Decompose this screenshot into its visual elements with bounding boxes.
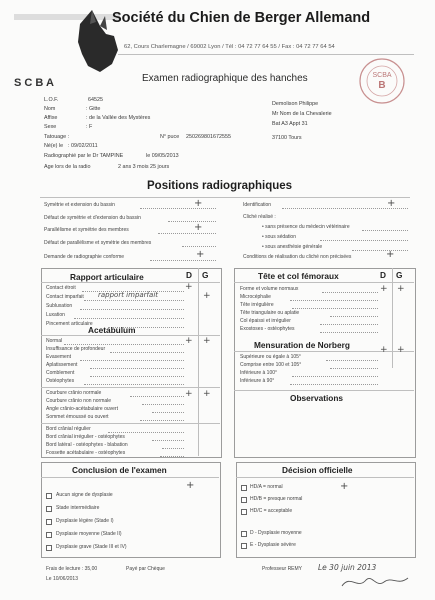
norberg-item: Comprise entre 100 et 105° [240,362,302,368]
puce-value: 250269801672555 [186,134,231,140]
affixe-label: Affixe [44,115,58,121]
decision-item: E - Dysplasie sévère [250,542,296,548]
position-mark: + [386,249,395,260]
conclusion-item: Aucun signe de dysplasie [56,492,113,498]
position-item: Symétrie et extension du bassin [44,202,115,208]
rapport-item: Contact étroit [46,285,76,291]
sexe-value: : F [86,124,93,130]
acetabulum-item: Comblement [46,370,75,376]
acetabulum-item: Bord latéral - ostéophytes - blabation [46,442,128,448]
acetabulum-item: Bord crânial irrégulier - ostéophytes [46,434,125,440]
rapport-item: Luxation [46,312,65,318]
rapport-mark: + [203,291,211,301]
ne-value: : 09/02/2011 [68,143,98,149]
radio-line: Radiographié par le Dr TAMPINE [44,153,124,159]
acetabulum-item: Sommet émoussé ou ouvert [46,414,109,420]
svg-text:B: B [378,80,386,91]
position-item-right: • sous sédation [262,234,296,240]
conclusion-item: Dysplasie légère (Stade I) [56,518,114,524]
footer-date: Le 10/06/2013 [46,576,78,582]
age-label: Age lors de la radio [44,164,91,170]
position-item-right: • sans présence du médecin vétérinaire [262,224,350,230]
tatouage-label: Tatouage : [44,134,70,140]
logo-letters: S C B A [14,77,54,89]
acetabulum-item: Ostéophytes [46,378,75,384]
org-address: 62, Cours Charlemagne / 69002 Lyon / Tél : 04 72 77 64 55 / Fax : 04 72 77 64 54 [124,44,335,50]
sexe-label: Sexe [44,124,57,130]
lof-value: 64525 [88,97,103,103]
decision-item: D - Dysplasie moyenne [250,530,302,536]
lof-label: L.O.F. [44,97,59,103]
position-item-right: Identification [243,202,272,208]
rapport-title: Rapport articulaire [70,272,144,282]
tete-mark: + [397,284,405,294]
acetabulum-item: Insuffisance de profondeur [46,346,106,352]
position-mark: + [387,198,396,209]
acetabulum-title: Acetabulum [88,325,136,335]
tete-item: Forme et volume normaux [240,286,299,292]
norberg-mark: + [380,345,388,355]
position-mark: + [194,198,203,209]
acetabulum-item: Aplatissement [46,362,78,368]
norberg-item: Inférieure à 90° [240,378,275,384]
acetabulum-mark: + [185,336,193,346]
professor: Professeur REMY [262,566,303,572]
position-item-right: Conditions de réalisation du cliché non précisées [243,254,352,260]
signature [340,572,410,592]
conclusion-item: Dysplasie moyenne (Stade II) [56,531,122,537]
tete-item: Exostoses - ostéophytes [240,326,295,332]
tete-title: Tête et col fémoraux [258,271,339,281]
acetabulum-item: Bord crânial régulier [46,426,91,432]
fees: Frais de lecture : 35,00 [46,566,98,572]
tete-item: Col épaissi et irrégulier [240,318,291,324]
rapport-g: G [202,270,209,280]
tete-item: Tête irrégulière [240,302,274,308]
rapport-d: D [186,270,192,280]
tete-mark: + [380,284,388,294]
acetabulum-item: Normal [46,338,63,344]
org-name: Société du Chien de Berger Allemand [112,10,371,26]
position-item: Défaut de parallélisme et symétrie des membres [44,240,152,246]
owner-addr1: Mr Nom de la Chevalerie [272,111,332,117]
tete-item: Tête triangulaire ou aplatie [240,310,300,316]
position-item: Parallélisme et symétrie des membres [44,227,129,233]
position-mark: + [194,222,203,233]
acetabulum-item: Evasement [46,354,72,360]
position-item: Demande de radiographie conforme [44,254,125,260]
rapport-item: Subluxation [46,303,73,309]
positions-title: Positions radiographiques [147,180,293,192]
tete-item: Microcéphalie [240,294,271,300]
tete-d: D [380,270,386,280]
tete-g: G [396,270,403,280]
official-stamp [357,56,407,106]
acetabulum-mark: + [203,336,211,346]
norberg-item: Inférieure à 100° [240,370,278,376]
form-title: Examen radiographique des hanches [142,73,308,84]
acetabulum-mark: + [185,389,193,399]
ne-label: Né(e) le [44,143,64,149]
rapport-handwritten-note: rapport imparfait [98,291,159,299]
owner-addr2: Bat A3 Appt 31 [272,121,308,127]
acetabulum-mark: + [203,389,211,399]
owner-name: Demolison Philippe [272,101,319,107]
norberg-item: Supérieure ou égale à 105° [240,354,301,360]
nom-label: Nom [44,106,56,112]
observations-title: Observations [290,393,344,403]
rapport-item: Contact imparfait [46,294,84,300]
puce-label: N° puce [160,134,180,140]
decision-title: Décision officielle [282,465,353,475]
scba-logo [8,6,126,90]
decision-item: HD/A = normal [250,484,283,490]
position-item: Défaut de symétrie et d'extension du bassin [44,215,141,221]
position-item-right: • sous anesthésie générale [262,244,323,250]
rapport-item: Pincement articulaire [46,321,93,327]
acetabulum-item: Courbure crânio normale [46,390,102,396]
rapport-mark: + [185,282,193,292]
position-item-right: Cliché réalisé : [243,214,276,220]
radio-date: le 09/05/2013 [146,153,179,159]
norberg-mark: + [397,345,405,355]
decision-item: HD/B = presque normal [250,496,303,502]
decision-item: HD/C = acceptable [250,508,293,514]
conclusion-item: Dysplasie grave (Stade III et IV) [56,544,127,550]
norberg-title: Mensuration de Norberg [254,340,350,350]
svg-text:SCBA: SCBA [372,72,392,79]
payment: Payé par Chèque [126,566,165,572]
age-value: 2 ans 3 mois 25 jours [118,164,170,170]
affixe-value: : de la Vallée des Mystères [86,115,151,121]
conclusion-mark: + [186,480,195,491]
position-mark: + [196,249,205,260]
acetabulum-item: Angle crânio-acétabulaire ouvert [46,406,118,412]
signature-date: Le 30 juin 2013 [318,563,377,572]
acetabulum-item: Courbure crânio non normale [46,398,112,404]
nom-value: : Gitte [86,106,101,112]
decision-mark: + [340,481,349,492]
conclusion-item: Stade intermédiaire [56,505,100,511]
conclusion-title: Conclusion de l'examen [72,465,167,475]
acetabulum-item: Fossette acétabulaire - ostéophytes [46,450,126,456]
owner-addr3: 37100 Tours [272,135,302,141]
